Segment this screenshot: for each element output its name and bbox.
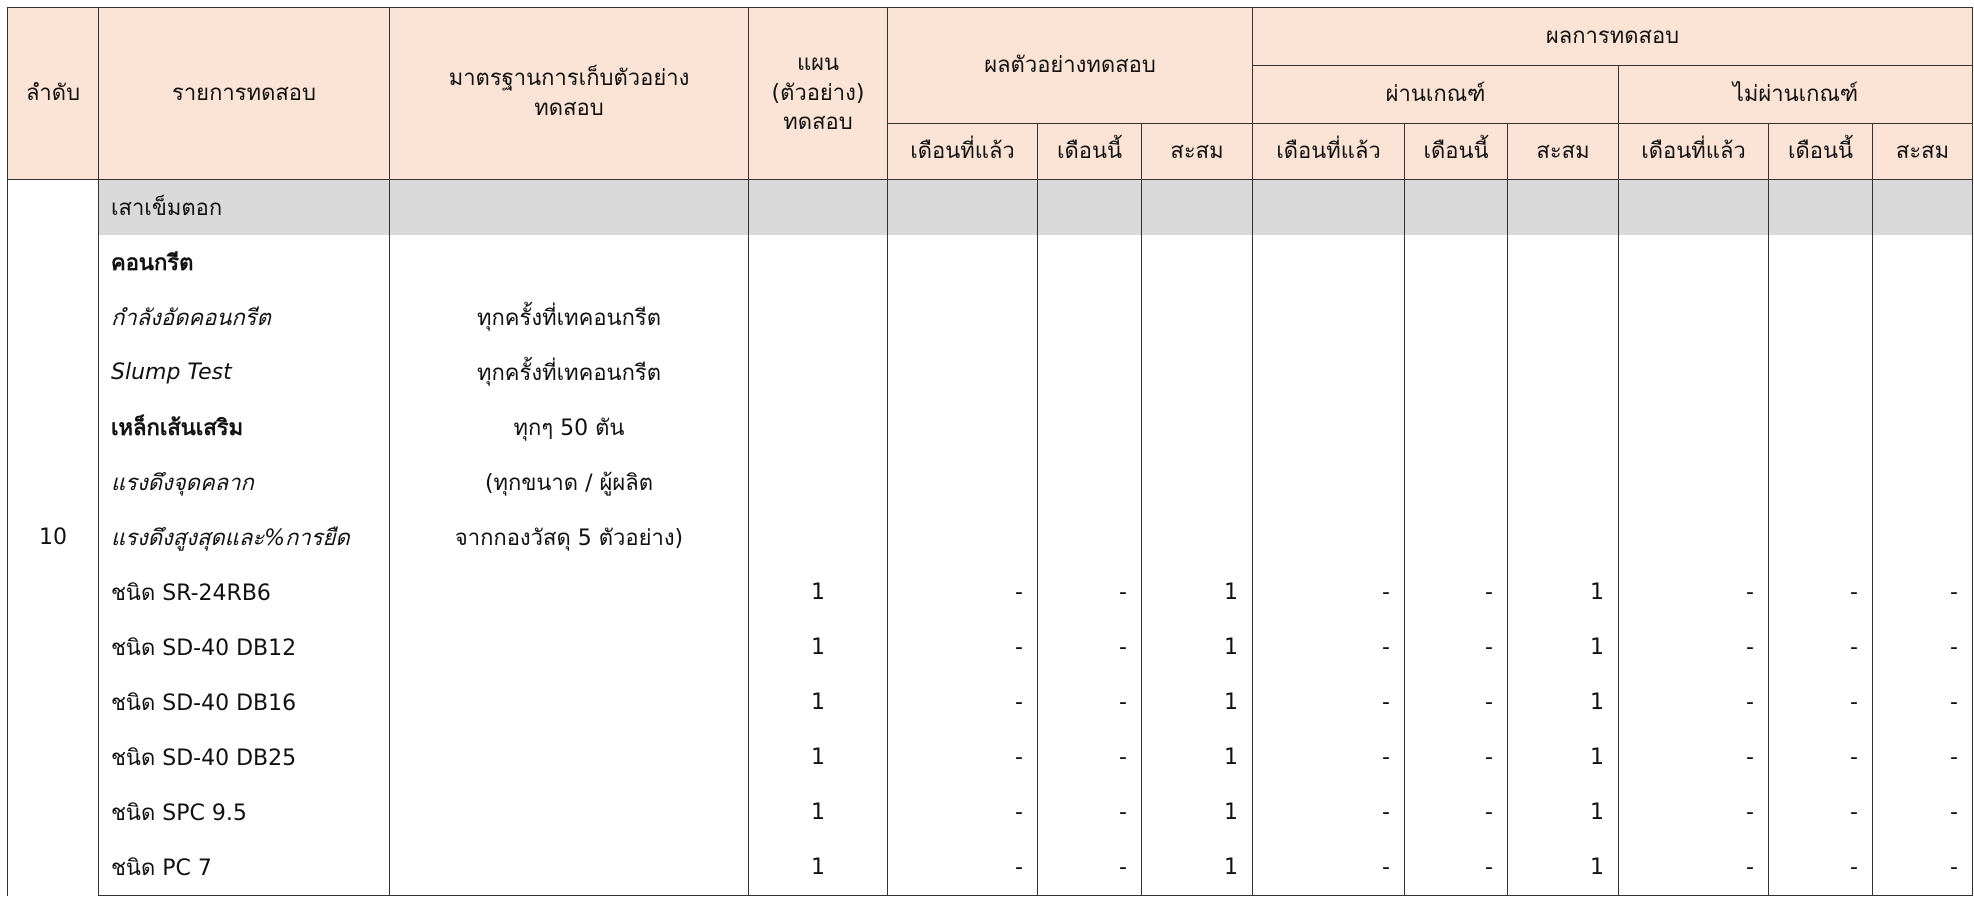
plan-count: 1 <box>749 785 888 840</box>
fail-this-month: - <box>1769 730 1873 785</box>
header-test-item: รายการทดสอบ <box>99 8 390 180</box>
table-row <box>8 620 1973 675</box>
sample-this-month: - <box>1038 675 1142 730</box>
fail-cumulative: - <box>1873 840 1973 896</box>
sample-this-month <box>1038 345 1142 400</box>
pass-cumulative <box>1508 510 1619 565</box>
pass-last-month: - <box>1253 675 1405 730</box>
pass-cumulative: 1 <box>1508 675 1619 730</box>
sample-last-month <box>888 235 1038 290</box>
sample-cumulative: 1 <box>1142 565 1253 620</box>
pass-cumulative <box>1508 345 1619 400</box>
fail-cumulative: - <box>1873 565 1973 620</box>
fail-last-month: - <box>1619 785 1769 840</box>
sample-cumulative <box>1142 510 1253 565</box>
sampling-standard <box>390 675 749 730</box>
sample-cumulative: 1 <box>1142 840 1253 896</box>
plan-count <box>749 290 888 345</box>
sample-last-month <box>888 290 1038 345</box>
sampling-standard: ทุกครั้งที่เทคอนกรีต <box>390 290 749 345</box>
pass-last-month: - <box>1253 565 1405 620</box>
header-plan-line2: (ตัวอย่าง) <box>771 80 865 106</box>
test-item-name: ชนิด SD-40 DB16 <box>99 675 390 730</box>
sample-cumulative <box>1142 235 1253 290</box>
pass-this-month <box>1405 345 1508 400</box>
sample-this-month: - <box>1038 565 1142 620</box>
sample-cumulative <box>1142 400 1253 455</box>
sampling-standard: (ทุกขนาด / ผู้ผลิต <box>390 455 749 510</box>
sample-this-month: - <box>1038 730 1142 785</box>
table-row <box>8 345 1973 400</box>
sample-this-month: - <box>1038 785 1142 840</box>
table-row <box>8 785 1973 840</box>
pass-this-month <box>1405 455 1508 510</box>
pass-this-month <box>1405 290 1508 345</box>
table-row <box>8 235 1973 290</box>
sample-this-month <box>1038 290 1142 345</box>
sampling-standard <box>390 840 749 896</box>
fail-last-month <box>1619 345 1769 400</box>
header-seq: ลำดับ <box>8 8 99 180</box>
sample-cumulative: 1 <box>1142 620 1253 675</box>
pass-last-month: - <box>1253 620 1405 675</box>
sample-last-month <box>888 455 1038 510</box>
fail-this-month <box>1769 345 1873 400</box>
sampling-standard: จากกองวัสดุ 5 ตัวอย่าง) <box>390 510 749 565</box>
fail-this-month: - <box>1769 565 1873 620</box>
plan-count: 1 <box>749 840 888 896</box>
pass-cumulative: 1 <box>1508 785 1619 840</box>
sampling-standard: ทุกครั้งที่เทคอนกรีต <box>390 345 749 400</box>
table-row <box>8 675 1973 730</box>
pass-cumulative <box>1508 290 1619 345</box>
pass-last-month <box>1253 290 1405 345</box>
test-item-name: กำลังอัดคอนกรีต <box>99 290 390 345</box>
test-item-name: คอนกรีต <box>99 235 390 290</box>
test-item-name: ชนิด SR-24RB6 <box>99 565 390 620</box>
sample-last-month <box>888 345 1038 400</box>
sample-last-month: - <box>888 730 1038 785</box>
plan-count <box>749 235 888 290</box>
sample-cumulative: 1 <box>1142 730 1253 785</box>
header-sample-results: ผลตัวอย่างทดสอบ <box>888 8 1253 124</box>
pass-last-month <box>1253 510 1405 565</box>
plan-count: 1 <box>749 620 888 675</box>
header-sampling-standard <box>390 8 749 180</box>
sample-this-month <box>1038 510 1142 565</box>
fail-this-month: - <box>1769 675 1873 730</box>
pass-this-month: - <box>1405 620 1508 675</box>
table-row <box>8 455 1973 510</box>
pass-this-month: - <box>1405 675 1508 730</box>
test-item-name: ชนิด SD-40 DB25 <box>99 730 390 785</box>
sample-this-month <box>1038 400 1142 455</box>
header-sample-cumulative: สะสม <box>1142 124 1253 180</box>
fail-last-month: - <box>1619 840 1769 896</box>
sample-last-month <box>888 510 1038 565</box>
plan-count: 1 <box>749 675 888 730</box>
pass-cumulative: 1 <box>1508 620 1619 675</box>
header-std-line1: มาตรฐานการเก็บตัวอย่าง <box>448 65 690 91</box>
header-pass-last-month: เดือนที่แล้ว <box>1253 124 1405 180</box>
header-plan-line1: แผน <box>796 50 840 76</box>
pass-last-month: - <box>1253 840 1405 896</box>
plan-count <box>749 455 888 510</box>
test-item-name: แรงดึงสูงสุดและ%การยืด <box>99 510 390 565</box>
fail-last-month <box>1619 290 1769 345</box>
table-row <box>8 290 1973 345</box>
sampling-standard <box>390 235 749 290</box>
fail-cumulative: - <box>1873 620 1973 675</box>
header-fail-this-month: เดือนนี้ <box>1769 124 1873 180</box>
sampling-standard: ทุกๆ 50 ตัน <box>390 400 749 455</box>
table-row <box>8 730 1973 785</box>
pass-last-month <box>1253 235 1405 290</box>
sample-cumulative <box>1142 290 1253 345</box>
header-fail-cumulative: สะสม <box>1873 124 1973 180</box>
pass-cumulative: 1 <box>1508 840 1619 896</box>
pass-cumulative <box>1508 235 1619 290</box>
header-pass-cumulative: สะสม <box>1508 124 1619 180</box>
fail-last-month <box>1619 510 1769 565</box>
test-item-name: แรงดึงจุดคลาก <box>99 455 390 510</box>
plan-count <box>749 400 888 455</box>
plan-count: 1 <box>749 565 888 620</box>
pass-this-month: - <box>1405 840 1508 896</box>
sample-cumulative <box>1142 345 1253 400</box>
pass-this-month <box>1405 400 1508 455</box>
pass-this-month: - <box>1405 785 1508 840</box>
table-row <box>8 840 1973 896</box>
fail-last-month: - <box>1619 565 1769 620</box>
table-header <box>8 8 1973 180</box>
fail-this-month <box>1769 400 1873 455</box>
fail-cumulative <box>1873 345 1973 400</box>
sample-this-month <box>1038 235 1142 290</box>
pass-last-month <box>1253 400 1405 455</box>
fail-cumulative <box>1873 235 1973 290</box>
pass-this-month: - <box>1405 565 1508 620</box>
header-pass-this-month: เดือนนี้ <box>1405 124 1508 180</box>
fail-cumulative <box>1873 455 1973 510</box>
header-sample-this-month: เดือนนี้ <box>1038 124 1142 180</box>
fail-this-month: - <box>1769 840 1873 896</box>
pass-this-month: - <box>1405 730 1508 785</box>
header-std-line2: ทดสอบ <box>534 95 604 121</box>
header-sample-last-month: เดือนที่แล้ว <box>888 124 1038 180</box>
fail-this-month <box>1769 455 1873 510</box>
plan-count <box>749 510 888 565</box>
sample-this-month <box>1038 455 1142 510</box>
table-row <box>8 565 1973 620</box>
fail-last-month <box>1619 455 1769 510</box>
sample-cumulative <box>1142 455 1253 510</box>
pass-cumulative <box>1508 455 1619 510</box>
pass-this-month <box>1405 510 1508 565</box>
sample-cumulative: 1 <box>1142 785 1253 840</box>
table-row <box>8 510 1973 565</box>
sample-last-month: - <box>888 785 1038 840</box>
test-item-name: ชนิด SD-40 DB12 <box>99 620 390 675</box>
fail-last-month <box>1619 400 1769 455</box>
sample-last-month: - <box>888 675 1038 730</box>
header-plan <box>749 8 888 180</box>
plan-count <box>749 345 888 400</box>
test-report-table <box>7 7 1973 896</box>
pass-cumulative <box>1508 400 1619 455</box>
test-item-name: ชนิด PC 7 <box>99 840 390 896</box>
fail-cumulative: - <box>1873 785 1973 840</box>
pass-last-month: - <box>1253 785 1405 840</box>
plan-count: 1 <box>749 730 888 785</box>
fail-last-month: - <box>1619 620 1769 675</box>
header-plan-line3: ทดสอบ <box>783 110 853 136</box>
table-body <box>8 180 1973 896</box>
test-report-table-wrapper <box>7 7 1973 896</box>
pass-last-month <box>1253 345 1405 400</box>
header-fail: ไม่ผ่านเกณฑ์ <box>1619 66 1973 124</box>
sample-last-month: - <box>888 565 1038 620</box>
pass-last-month <box>1253 455 1405 510</box>
sequence-number: 10 <box>8 180 99 896</box>
sample-cumulative: 1 <box>1142 675 1253 730</box>
test-item-name: Slump Test <box>99 345 390 400</box>
fail-cumulative: - <box>1873 730 1973 785</box>
fail-this-month <box>1769 235 1873 290</box>
fail-cumulative <box>1873 290 1973 345</box>
test-item-name: เหล็กเส้นเสริม <box>99 400 390 455</box>
category-label: เสาเข็มตอก <box>99 180 390 236</box>
pass-cumulative: 1 <box>1508 730 1619 785</box>
sample-this-month: - <box>1038 620 1142 675</box>
sampling-standard <box>390 730 749 785</box>
pass-last-month: - <box>1253 730 1405 785</box>
fail-cumulative <box>1873 400 1973 455</box>
sample-last-month <box>888 400 1038 455</box>
fail-this-month <box>1769 510 1873 565</box>
fail-last-month: - <box>1619 675 1769 730</box>
pass-this-month <box>1405 235 1508 290</box>
table-row <box>8 400 1973 455</box>
header-test-results: ผลการทดสอบ <box>1253 8 1973 66</box>
fail-cumulative: - <box>1873 675 1973 730</box>
fail-last-month <box>1619 235 1769 290</box>
fail-cumulative <box>1873 510 1973 565</box>
sample-this-month: - <box>1038 840 1142 896</box>
category-row <box>8 180 1973 236</box>
sampling-standard <box>390 785 749 840</box>
fail-this-month: - <box>1769 620 1873 675</box>
fail-last-month: - <box>1619 730 1769 785</box>
sample-last-month: - <box>888 840 1038 896</box>
header-pass: ผ่านเกณฑ์ <box>1253 66 1619 124</box>
fail-this-month: - <box>1769 785 1873 840</box>
header-fail-last-month: เดือนที่แล้ว <box>1619 124 1769 180</box>
sampling-standard <box>390 565 749 620</box>
sample-last-month: - <box>888 620 1038 675</box>
pass-cumulative: 1 <box>1508 565 1619 620</box>
fail-this-month <box>1769 290 1873 345</box>
sampling-standard <box>390 620 749 675</box>
test-item-name: ชนิด SPC 9.5 <box>99 785 390 840</box>
